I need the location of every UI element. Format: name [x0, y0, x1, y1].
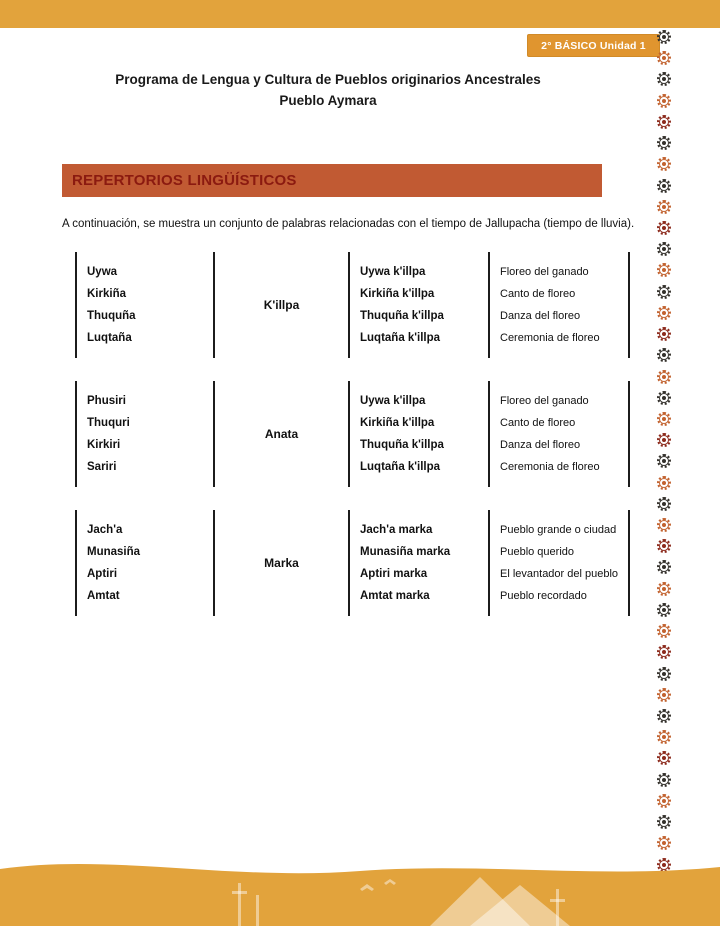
- aymara-word: Amtat: [87, 590, 120, 602]
- rosette-icon: [657, 497, 671, 511]
- translation: Canto de floreo: [500, 288, 576, 300]
- rosette-icon: [657, 94, 671, 108]
- rosette-icon: [657, 688, 671, 702]
- rosette-icon: [657, 773, 671, 787]
- translation: Ceremonia de floreo: [500, 332, 600, 344]
- decorative-motif-strip: [652, 30, 676, 872]
- page-title: [0, 70, 656, 112]
- aymara-word: Uywa: [87, 266, 118, 278]
- top-band: [0, 0, 720, 28]
- combined-word: Thuquña k'illpa: [360, 310, 444, 322]
- rosette-icon: [657, 582, 671, 596]
- translation: Floreo del ganado: [500, 395, 589, 407]
- rosette-icon: [657, 348, 671, 362]
- translation: Pueblo grande o ciudad: [500, 524, 617, 536]
- translation: Canto de floreo: [500, 417, 576, 429]
- aymara-word: Luqtaña: [87, 332, 132, 344]
- rosette-icon: [657, 518, 671, 532]
- combined-word: Uywa k'illpa: [360, 395, 426, 407]
- combined-word: Jach'a marka: [360, 524, 433, 536]
- rosette-icon: [657, 815, 671, 829]
- translation: Ceremonia de floreo: [500, 461, 600, 473]
- aymara-word: Jach'a: [87, 524, 123, 536]
- rosette-icon: [657, 327, 671, 341]
- unit-badge: 2° BÁSICO Unidad 1: [527, 34, 660, 57]
- rosette-icon: [657, 709, 671, 723]
- combined-word-list: [348, 252, 488, 358]
- translation: Pueblo querido: [500, 546, 575, 558]
- aymara-word: Thuquña: [87, 310, 136, 322]
- rosette-icon: [657, 603, 671, 617]
- rosette-icon: [657, 51, 671, 65]
- rosette-icon: [657, 306, 671, 320]
- rosette-icon: [657, 221, 671, 235]
- rosette-icon: [657, 157, 671, 171]
- combined-word: Luqtaña k'illpa: [360, 332, 441, 344]
- translation: Danza del floreo: [500, 439, 581, 451]
- word-group-anata: [75, 381, 630, 487]
- word-groups: [75, 252, 630, 616]
- section-header: [62, 164, 602, 197]
- aymara-word: Thuquri: [87, 417, 130, 429]
- rosette-icon: [657, 179, 671, 193]
- page-title-line1: Programa de Lengua y Cultura de Pueblos originarios Ancestrales: [115, 72, 541, 87]
- aymara-word: Aptiri: [87, 568, 118, 580]
- rosette-icon: [657, 30, 671, 44]
- combined-word-list: [348, 381, 488, 487]
- translation-list: [488, 510, 630, 616]
- rosette-icon: [657, 560, 671, 574]
- rosette-icon: [657, 242, 671, 256]
- combined-word: Aptiri marka: [360, 568, 428, 580]
- rosette-icon: [657, 667, 671, 681]
- aymara-word: Kirkiri: [87, 439, 121, 451]
- category-label: K'illpa: [263, 298, 300, 312]
- rosette-icon: [657, 412, 671, 426]
- rosette-icon: [657, 263, 671, 277]
- word-group-killpa: [75, 252, 630, 358]
- rosette-icon: [657, 72, 671, 86]
- word-group-marka: [75, 510, 630, 616]
- translation-list: [488, 252, 630, 358]
- band-wave: [0, 864, 720, 926]
- intro-text: A continuación, se muestra un conjunto de palabras relacionadas con el tiempo de Jallupacha (tiempo de lluvia).: [62, 218, 635, 230]
- aymara-word: Kirkiña: [87, 288, 126, 300]
- aymara-word: Sariri: [87, 461, 117, 473]
- translation: Pueblo recordado: [500, 590, 587, 602]
- combined-word: Munasiña marka: [360, 546, 451, 558]
- rosette-icon: [657, 539, 671, 553]
- rosette-icon: [657, 624, 671, 638]
- translation-list: [488, 381, 630, 487]
- rosette-icon: [657, 200, 671, 214]
- rosette-icon: [657, 136, 671, 150]
- aymara-word: Munasiña: [87, 546, 141, 558]
- aymara-word: Phusiri: [87, 395, 126, 407]
- combined-word: Kirkiña k'illpa: [360, 288, 435, 300]
- combined-word: Uywa k'illpa: [360, 266, 426, 278]
- rosette-icon: [657, 476, 671, 490]
- rosette-icon: [657, 285, 671, 299]
- page-title-line2: Pueblo Aymara: [279, 92, 377, 108]
- rosette-icon: [657, 433, 671, 447]
- translation: Floreo del ganado: [500, 266, 589, 278]
- bottom-band: [0, 851, 720, 926]
- translation: Danza del floreo: [500, 310, 581, 322]
- combined-word: Thuquña k'illpa: [360, 439, 444, 451]
- translation: El levantador del pueblo: [500, 568, 619, 580]
- word-list: [75, 381, 215, 487]
- rosette-icon: [657, 370, 671, 384]
- rosette-icon: [657, 794, 671, 808]
- category-label: Anata: [264, 427, 299, 441]
- combined-word-list: [348, 510, 488, 616]
- combined-word: Luqtaña k'illpa: [360, 461, 441, 473]
- rosette-icon: [657, 115, 671, 129]
- word-list: [75, 252, 215, 358]
- rosette-icon: [657, 645, 671, 659]
- category-label: Marka: [264, 556, 299, 570]
- combined-word: Amtat marka: [360, 590, 430, 602]
- section-header-label: REPERTORIOS LINGÜÍSTICOS: [72, 172, 297, 189]
- rosette-icon: [657, 454, 671, 468]
- rosette-icon: [657, 751, 671, 765]
- rosette-icon: [657, 836, 671, 850]
- rosette-icon: [657, 391, 671, 405]
- combined-word: Kirkiña k'illpa: [360, 417, 435, 429]
- word-list: [75, 510, 215, 616]
- rosette-icon: [657, 730, 671, 744]
